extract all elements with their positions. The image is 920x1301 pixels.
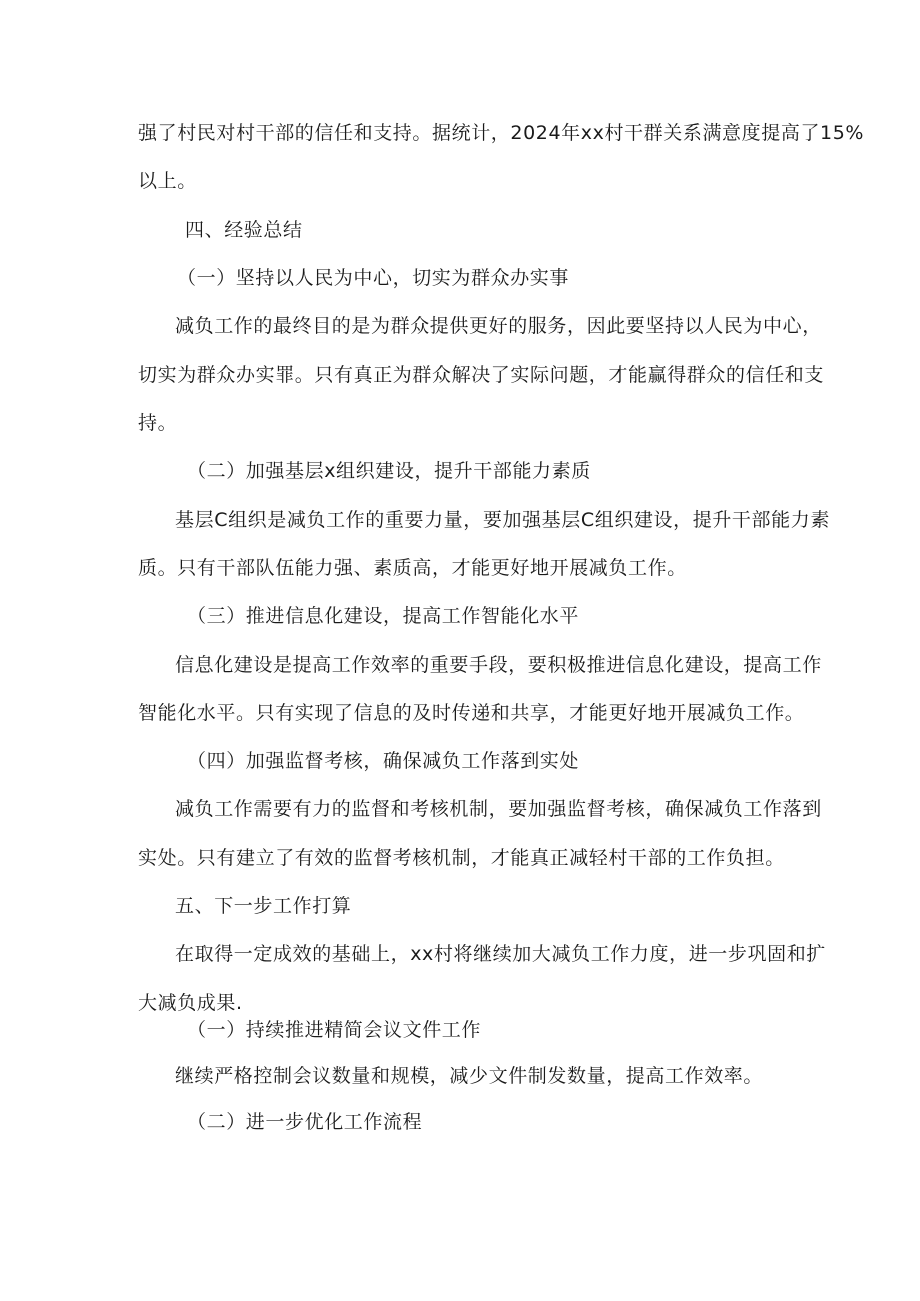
subheading-4-1: （一）坚持以人民为中心，切实为群众办实事: [177, 267, 570, 289]
subheading-4-3: （三）推进信息化建设，提高工作智能化水平: [187, 605, 580, 627]
subheading-5-1: （一）持续推进精简会议文件工作: [187, 1019, 482, 1041]
body-line-8: 信息化建设是提高工作效率的重要手段，要积极推进信息化建设，提高工作: [175, 654, 822, 676]
body-line-12: 在取得一定成效的基础上，xx村将继续加大减负工作力度，进一步巩固和扩: [175, 943, 826, 965]
body-line-2: 以上。: [138, 170, 197, 192]
section-heading-4: 四、经验总结: [185, 219, 303, 241]
body-line-4: 切实为群众办实罪。只有真正为群众解决了实际问题，才能赢得群众的信任和支: [138, 364, 825, 386]
subheading-4-4: （四）加强监督考核，确保减负工作落到实处: [187, 750, 580, 772]
body-line-1: 强了村民对村干部的信任和支持。据统计，2024年xx村干群关系满意度提高了15%: [138, 122, 865, 144]
body-line-11: 实处。只有建立了有效的监督考核机制，才能真正减轻村干部的工作负担。: [138, 847, 785, 869]
body-line-9: 智能化水平。只有实现了信息的及时传递和共享，才能更好地开展减负工作。: [138, 702, 805, 724]
body-line-7: 质。只有干部队伍能力强、素质高，才能更好地开展减负工作。: [138, 557, 687, 579]
body-line-14: 继续严格控制会议数量和规模，减少文件制发数量，提高工作效率。: [175, 1065, 764, 1087]
subheading-4-2: （二）加强基层x组织建设，提升干部能力素质: [187, 460, 591, 482]
body-line-10: 减负工作需要有力的监督和考核机制，要加强监督考核，确保减负工作落到: [175, 798, 822, 820]
subheading-5-2: （二）进一步优化工作流程: [187, 1111, 423, 1133]
body-line-13: 大减负成果.: [138, 992, 243, 1014]
body-line-3: 减负工作的最终目的是为群众提供更好的服务，因此要坚持以人民为中心，: [175, 315, 822, 337]
body-line-5: 持。: [138, 412, 178, 434]
section-heading-5: 五、下一步工作打算: [175, 895, 352, 917]
body-line-6: 基层C组织是减负工作的重要力量，要加强基层C组织建设，提升干部能力素: [175, 509, 830, 531]
